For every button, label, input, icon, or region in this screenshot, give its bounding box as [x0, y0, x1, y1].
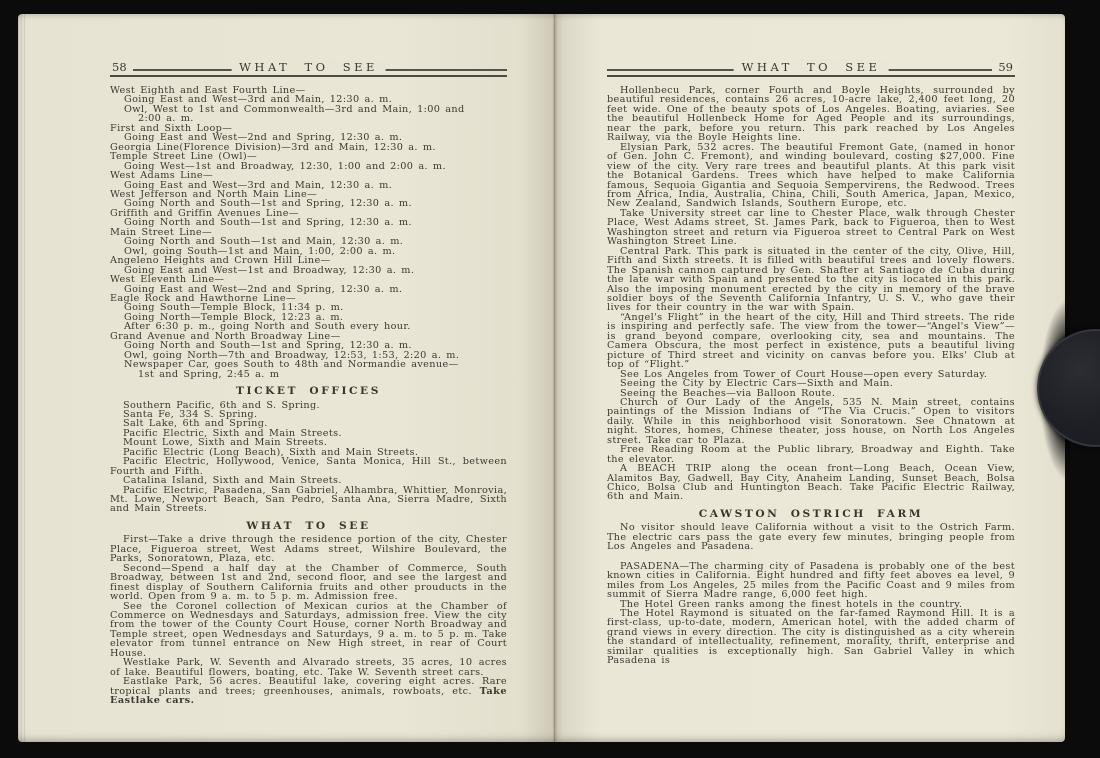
ticket-office-entry: Catalina Island, Sixth and Main Streets.	[123, 475, 342, 487]
route-line: Going East and West—3rd and Main, 12:30 a. m.	[124, 94, 393, 106]
pasadena-paragraphs	[607, 562, 1015, 666]
paragraph: See Los Angeles from Tower of Court House—open every Saturday.	[620, 368, 988, 380]
ticket-office-entry: Pacific Electric, Sixth and Main Streets.	[123, 427, 342, 439]
paragraph: PASADENA—The charming city of Pasadena is probably one of the best known cities in California. Eight hundred and fifty feet aboves ea level, 9 miles from Los Angeles, 25 miles from the Pacific Coast and 9 miles from summit of Sierra Madre range, 6,000 feet high.	[607, 560, 1015, 601]
route-line: Going East and West—3rd and Main, 12:30 a. m.	[124, 179, 393, 191]
route-line: Going South—Temple Block, 11:34 p. m.	[124, 302, 344, 314]
route-line: Going North and South—1st and Spring, 12:30 a. m.	[124, 340, 412, 352]
paragraph: No visitor should leave California without a visit to the Ostrich Farm. The electric cars pass the gate every few minutes, bringing people from Los Angeles and Pasadena.	[607, 522, 1015, 553]
ticket-office-entry: Pacific Electric, Hollywood, Venice, Santa Monica, Hill St., between Fourth and Fifth.	[110, 456, 507, 477]
route-line: Going East and West—2nd and Spring, 12:30 a. m.	[124, 283, 403, 295]
route-line: Owl, going South—1st and Main, 1:00, 2:00 a. m.	[124, 245, 396, 257]
route-line: Going East and West—1st and Broadway, 12:30 a. m.	[124, 264, 415, 276]
page-number-59: 59	[992, 60, 1019, 74]
route-line: Going North and South—1st and Main, 12:30 a. m.	[124, 236, 404, 248]
cawston-paragraphs	[607, 523, 1015, 551]
route-line: Going North—Temple Block, 12:23 a. m.	[124, 311, 344, 323]
route-line: Main Street Line—	[110, 226, 213, 238]
running-header-right	[607, 60, 1015, 77]
route-line: Newspaper Car, goes South to 48th and Normandie avenue—	[124, 359, 459, 371]
paragraph: See the Coronel collection of Mexican curios at the Chamber of Commerce on Wednesdays and Saturdays, admission free. View the city from the tower of the County Court House, corner North Broadway and Temple street, open Wednesdays and Saturdays, 9 a. m. to 5 p. m. Take elevator from tunnel entrance on New High street, in rear of Court House.	[110, 600, 507, 659]
route-line: 2:00 a. m.	[138, 113, 194, 125]
cawston-ostrich-farm-heading: CAWSTON OSTRICH FARM	[698, 507, 924, 520]
route-line: Going East and West—2nd and Spring, 12:30 a. m.	[124, 132, 403, 144]
ticket-offices-heading: TICKET OFFICES	[236, 385, 381, 398]
sights-paragraphs	[607, 86, 1015, 502]
what-to-see-heading: WHAT TO SEE	[246, 519, 371, 532]
route-line: 1st and Spring, 2:45 a. m	[138, 368, 280, 380]
page-right	[555, 14, 1065, 742]
paragraph: The Hotel Raymond is situated on the far-famed Raymond Hill. It is a first-class, up-to-date, modern, American hotel, with the added charm of grand views in every direction. The city is distinguished as a city wherein the standard of intellectuality, refinement, morality, thrift, enterprise and similar qualities is exceptionally high. San Gabriel Valley in which Pasadena is	[607, 608, 1015, 667]
book-spread	[18, 14, 1065, 742]
ticket-office-entry: Pacific Electric (Long Beach), Sixth and Main Streets.	[123, 446, 419, 458]
paragraph: Elysian Park, 532 acres. The beautiful Fremont Gate, (named in honor of Gen. John C. Fremont), and winding boulevard, costing $27,000. Fine view of the city. Very rare trees and beautiful plants. At this park visit the Botanical Gardens. Trees which have helped to make California famous, Sequoia Gigantia and Sequoia Sempervirens, the Redwood. Trees from Africa, India, Australia, China, Chili, South America, Japan, Mexico, New Zealand, Sandwich Islands, Southern Europe, etc.	[607, 141, 1015, 210]
route-line: Georgia Line(Florence Division)—3rd and Main, 12:30 a. m.	[110, 141, 436, 153]
paragraph: Free Reading Room at the Public library, Broadway and Eighth. Take the elevator.	[607, 444, 1015, 465]
what-to-see-paragraphs	[110, 535, 507, 705]
paragraph: Church of Our Lady of the Angels, 535 N. Main street, contains paintings of the Mission Indians of “The Via Crucis.” Open to visitors daily. While in this neighborhood visit Sonoratown. See Chnatown at night. Stores, homes, Chinese theater, joss house, on North Los Angeles street. Take car to Plaza.	[607, 396, 1015, 446]
page-left	[18, 14, 555, 742]
route-line: Going North and South—1st and Spring, 12:30 a. m.	[124, 217, 412, 229]
route-line: Eagle Rock and Hawthorne Line—	[110, 292, 297, 304]
running-head-title: WHAT TO SEE	[231, 60, 386, 74]
paragraph: Take University street car line to Chester Place, walk through Chester Place, West Adams street, St. James Park, back to Figueroa, then to West Washington street and return via Figueroa street to Central Park on West Washington Street Line.	[607, 207, 1015, 248]
route-line: Owl, going North—7th and Broadway, 12:53, 1:53, 2:20 a. m.	[124, 349, 460, 361]
route-line: Griffith and Griffin Avenues Line—	[110, 207, 299, 219]
paragraph: Seeing the Beaches—via Balloon Route.	[620, 387, 836, 399]
paragraph: First—Take a drive through the residence portion of the city, Chester Place, Figueroa street, West Adams street, Wilshire Boulevard, the Parks, Sonoratown, Plaza, etc.	[110, 534, 507, 565]
paragraph: A BEACH TRIP along the ocean front—Long Beach, Ocean View, Alamitos Bay, Gadwell, Bay City, Anaheim Landing, Sunset Beach, Bolsa Chico, Bolsa Club and Huntington Beach. Take Pacific Electric Railway, 6th and Main.	[607, 463, 1015, 503]
paragraph: Second—Spend a half day at the Chamber of Commerce, South Broadway, between 1st and 2nd, second floor, and see the largest and finest display of Southern California fruits and other prouducts in the world. Open from 9 a. m. to 5 p. m. Admission free.	[110, 562, 507, 603]
route-line: West Jefferson and North Main Line—	[110, 188, 318, 200]
route-line: West Eleventh Line—	[110, 274, 225, 286]
paragraph: Hollenbecu Park, corner Fourth and Boyle Heights, surrounded by beautiful residences, contains 26 acres, 10-acre lake, 2,400 feet long, 20 feet wide. One of the beauty spots of Los Angeles. Boating, aviaries. See the beautiful Hollenbeck Home for Aged People and its surroundings, near the park, before you return. This park reached by Los Angeles Railway, via the Boyle Heights line.	[607, 85, 1015, 144]
header-rule-bottom	[110, 75, 507, 77]
ticket-office-entry: Southern Pacific, 6th and S. Spring.	[123, 399, 320, 411]
paragraph: “Angel's Flight” in the heart of the city, Hill and Third streets. The ride is inspiring and perfectly safe. The view from the tower—“Angel's View”—is grand beyond compare, overlooking city, sea and mountains. The Camera Obscura, the most perfect in existence, puts a beautiful living picture of Third street and vicinity on canvas before you. Elks' Club at top of “Flight.”	[607, 311, 1015, 371]
route-line: Going North and South—1st and Spring, 12:30 a. m.	[124, 198, 412, 210]
paragraph: Westlake Park, W. Seventh and Alvarado streets, 35 acres, 10 acres of lake. Beautiful flowers, boating, etc. Take W. Seventh street cars.	[110, 657, 507, 678]
ticket-office-entry: Santa Fe, 334 S. Spring.	[123, 408, 258, 420]
route-line: Grand Avenue and North Broadway Line—	[110, 330, 341, 342]
route-line: Angeleno Heights and Crown Hill Line—	[110, 255, 331, 267]
header-rule-bottom	[607, 75, 1015, 77]
route-line: Temple Street Line (Owl)—	[110, 151, 258, 163]
streetcar-route-list	[110, 86, 507, 379]
paragraph: Eastlake Park, 56 acres. Beautiful lake, covering eight acres. Rare tropical plants and trees; greenhouses, animals, rowboats, etc. Take Eastlake cars.	[110, 676, 507, 707]
paragraph: Central Park. This park is situated in the center of the city, Olive, Hill, Fifth and Sixth streets. It is filled with beautiful trees and lovely flowers. The Spanish cannon captured by Gen. Shafter at Santiago de Cuba during the late war with Spain and presented to the city is located in this park. Also the imposing monument erected by the city in memory of the brave soldier boys of the Seventh California Infantry, U. S. V., who gave their lives for their country in the war with Spain.	[607, 245, 1015, 314]
ticket-office-entry: Mount Lowe, Sixth and Main Streets.	[123, 437, 328, 449]
page-number-58: 58	[106, 60, 133, 74]
running-header-left	[110, 60, 507, 77]
route-line: Going West—1st and Broadway, 12:30, 1:00 and 2:00 a. m.	[124, 160, 446, 172]
route-line: After 6:30 p. m., going North and South every hour.	[124, 321, 411, 333]
paragraph: The Hotel Green ranks among the finest hotels in the country.	[620, 598, 963, 610]
ticket-office-entry: Salt Lake, 6th and Spring.	[123, 418, 268, 430]
route-line: First and Sixth Loop—	[110, 122, 233, 134]
ticket-offices-list	[110, 401, 507, 514]
route-line: West Eighth and East Fourth Line—	[110, 85, 306, 96]
running-head-title: WHAT TO SEE	[734, 60, 889, 74]
route-line: Owl, West to 1st and Commonwealth—3rd and Main, 1:00 and	[124, 103, 465, 115]
route-line: West Adams Line—	[110, 170, 214, 182]
paragraph: Seeing the City by Electric Cars—Sixth and Main.	[620, 378, 894, 390]
ticket-office-entry: Pacific Electric, Pasadena, San Gabriel, Alhambra, Whittier, Monrovia, Mt. Lowe, Newport Beach, San Pedro, Santa Ana, Sierra Madre, Sixth and Main Streets.	[110, 484, 507, 515]
